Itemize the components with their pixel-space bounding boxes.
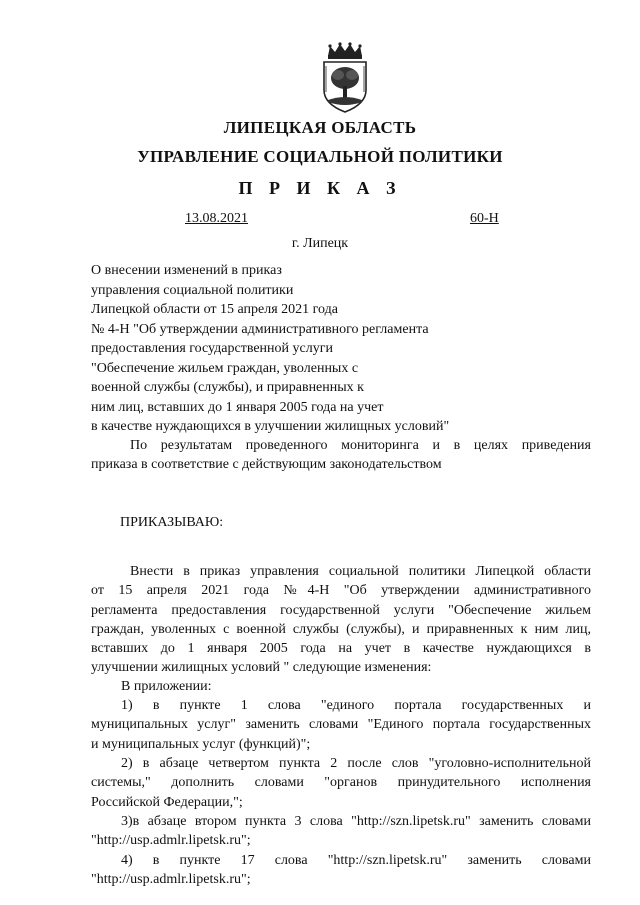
item-4-line: 4) в пункте 17 слова "http://szn.lipetsk.ru" заменить словами	[121, 853, 591, 868]
item-2-line: 2) в абзаце четвертом пункта 2 после слов "уголовно-исполнительной	[121, 756, 591, 771]
body-line: граждан, уволенных с военной службы (службы), и приравненных к ним лиц,	[91, 621, 591, 637]
item-1-paragraph	[91, 696, 591, 754]
subject-line: № 4-Н "Об утверждении административного регламента	[91, 321, 429, 337]
order-number: 60-Н	[470, 211, 499, 226]
item-3-line: "http://usp.admlr.lipetsk.ru";	[91, 833, 251, 849]
coat-of-arms-emblem	[316, 42, 374, 114]
item-3-line: 3)в абзаце втором пункта 3 слова "http://szn.lipetsk.ru" заменить словами	[121, 814, 591, 829]
preamble-line: приказа в соответствие с действующим законодательством	[91, 457, 442, 473]
body-line: Внести в приказ управления социальной политики Липецкой области	[130, 564, 591, 579]
appendix-heading	[91, 677, 591, 696]
item-1-line: муниципальных услуг" заменить словами "Единого портала государственных	[91, 717, 591, 733]
item-4-paragraph	[91, 851, 591, 890]
body-intro-paragraph	[91, 562, 591, 678]
item-4-line: "http://usp.admlr.lipetsk.ru";	[91, 872, 251, 888]
item-2-line: системы," дополнить словами "органов принудительного исполнения	[91, 775, 591, 791]
region-title: ЛИПЕЦКАЯ ОБЛАСТЬ	[223, 118, 417, 137]
subject-line: "Обеспечение жильем граждан, уволенных с	[91, 360, 359, 376]
body-line: регламента предоставления государственной услуги "Обеспечение жильем	[91, 602, 591, 618]
order-date: 13.08.2021	[185, 211, 248, 226]
order-city: г. Липецк	[291, 236, 349, 251]
subject-line: управления социальной политики	[91, 282, 294, 298]
body-line: улучшении жилищных условий " следующие изменения:	[91, 660, 432, 676]
item-3-paragraph	[91, 812, 591, 851]
subject-line: ним лиц, вставших до 1 января 2005 года на учет	[91, 399, 384, 415]
order-word: ПРИКАЗЫВАЮ:	[120, 515, 224, 530]
department-title: УПРАВЛЕНИЕ СОЦИАЛЬНОЙ ПОЛИТИКИ	[137, 147, 503, 166]
item-2-paragraph	[91, 754, 591, 812]
appendix-heading-text: В приложении:	[121, 679, 212, 694]
subject-line: в качестве нуждающихся в улучшении жилищных условий"	[91, 419, 450, 434]
order-subject	[91, 261, 611, 437]
subject-line: военной службы (службы), и приравненных к	[91, 380, 364, 395]
preamble-line: По результатам проведенного мониторинга и в целях приведения	[130, 438, 591, 453]
subject-line: О внесении изменений в приказ	[91, 263, 282, 278]
item-2-line: Российской Федерации,";	[91, 794, 243, 810]
item-1-line: и муниципальных услуг (функций)";	[91, 736, 311, 752]
item-1-line: 1) в пункте 1 слова "единого портала государственных и	[121, 698, 591, 713]
preamble-paragraph	[91, 436, 591, 475]
document-type-title: П Р И К А З	[238, 178, 402, 198]
body-line: вставших до 1 января 2005 года на учет в качестве нуждающихся в	[91, 641, 591, 657]
body-line: от 15 апреля 2021 года №4-Н "Об утверждении административного	[91, 583, 591, 599]
subject-line: предоставления государственной услуги	[91, 341, 333, 356]
subject-line: Липецкой области от 15 апреля 2021 года	[91, 302, 338, 317]
